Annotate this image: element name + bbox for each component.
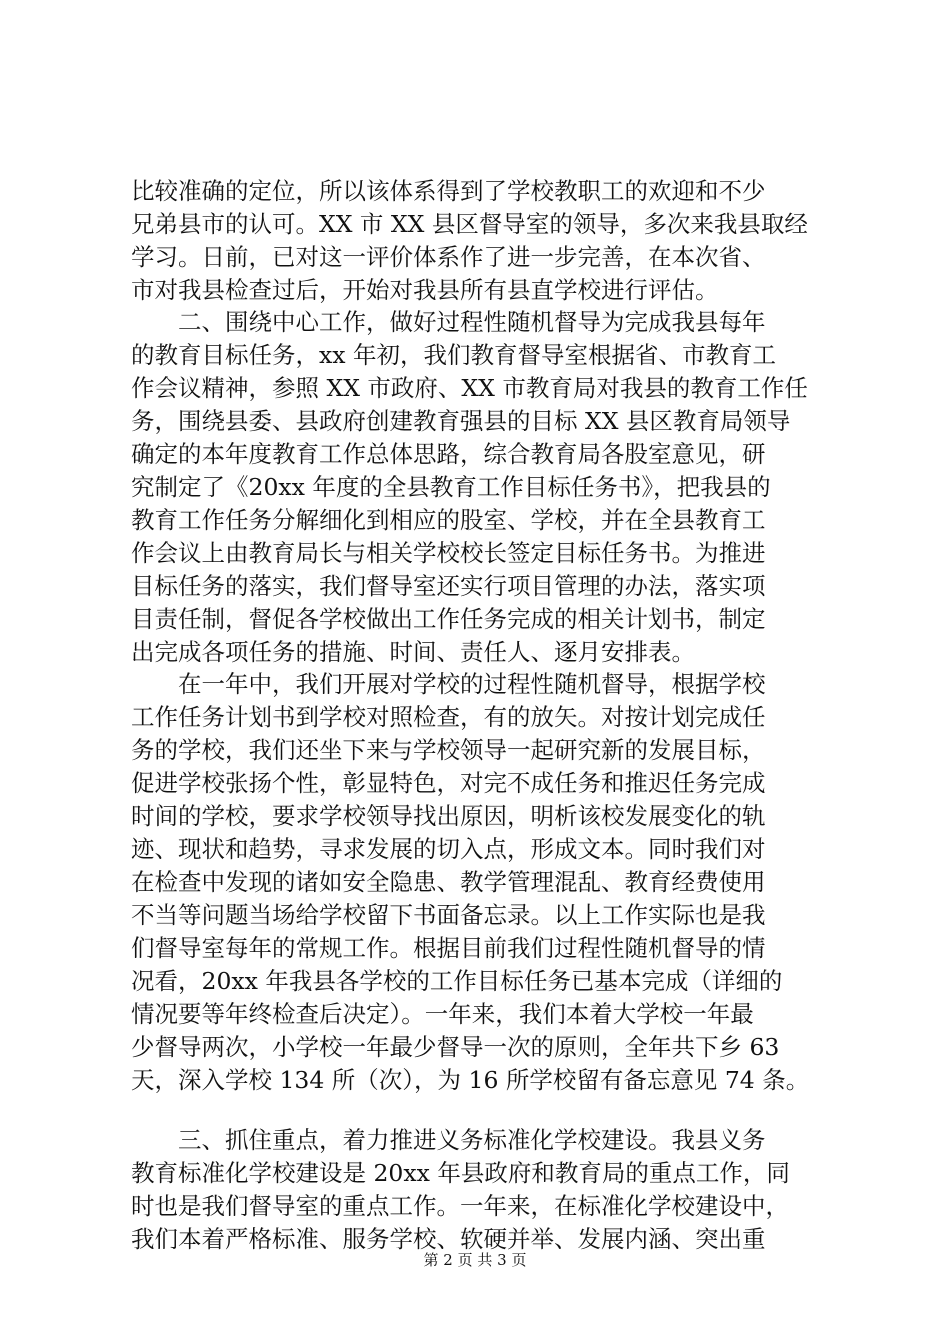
text-line: 究制定了《20xx 年度的全县教育工作目标任务书》，把我县的 (131, 473, 771, 501)
text-line: 情况要等年终检查后决定）。一年来，我们本着大学校一年最 (131, 1000, 754, 1028)
text-line: 的教育目标任务，xx 年初，我们教育督导室根据省、市教育工 (131, 341, 776, 369)
text-line: 我们本着严格标准、服务学校、软硬并举、发展内涵、突出重 (131, 1225, 766, 1253)
section-heading-line: 三、抓住重点，着力推进义务标准化学校建设。我县义务 (178, 1126, 766, 1154)
text-line: 比较准确的定位，所以该体系得到了学校教职工的欢迎和不少 (131, 177, 766, 205)
text-line: 兄弟县市的认可。XX 市 XX 县区督导室的领导，多次来我县取经 (131, 210, 808, 238)
text-line: 时也是我们督导室的重点工作。一年来，在标准化学校建设中， (131, 1192, 789, 1220)
text-line: 迹、现状和趋势，寻求发展的切入点，形成文本。同时我们对 (131, 835, 766, 863)
text-line: 目标任务的落实，我们督导室还实行项目管理的办法，落实项 (131, 572, 766, 600)
section-heading-line: 二、围绕中心工作，做好过程性随机督导为完成我县每年 (178, 308, 766, 336)
text-line: 目责任制，督促各学校做出工作任务完成的相关计划书，制定 (131, 605, 766, 633)
text-line: 教育工作任务分解细化到相应的股室、学校，并在全县教育工 (131, 506, 766, 534)
text-line: 出完成各项任务的措施、时间、责任人、逐月安排表。 (131, 638, 695, 666)
text-line: 学习。日前，已对这一评价体系作了进一步完善，在本次省、 (131, 243, 766, 271)
text-line: 不当等问题当场给学校留下书面备忘录。以上工作实际也是我 (131, 901, 766, 929)
text-line: 教育标准化学校建设是 20xx 年县政府和教育局的重点工作，同 (131, 1159, 790, 1187)
text-line: 市对我县检查过后，开始对我县所有县直学校进行评估。 (131, 276, 719, 304)
text-line: 务，围绕县委、县政府创建教育强县的目标 XX 县区教育局领导 (131, 407, 791, 435)
text-line: 作会议上由教育局长与相关学校校长签定目标任务书。为推进 (131, 539, 766, 567)
page-number-footer: 第 2 页 共 3 页 (423, 1251, 527, 1269)
text-line: 况看，20xx 年我县各学校的工作目标任务已基本完成（详细的 (131, 967, 783, 995)
text-line: 天，深入学校 134 所（次），为 16 所学校留有备忘意见 74 条。 (131, 1066, 810, 1094)
text-line: 促进学校张扬个性，彰显特色，对完不成任务和推迟任务完成 (131, 769, 766, 797)
text-line: 务的学校，我们还坐下来与学校领导一起研究新的发展目标， (131, 736, 766, 764)
text-line: 工作任务计划书到学校对照检查，有的放矢。对按计划完成任 (131, 703, 766, 731)
text-line: 们督导室每年的常规工作。根据目前我们过程性随机督导的情 (131, 934, 766, 962)
text-line: 作会议精神，参照 XX 市政府、XX 市教育局对我县的教育工作任 (131, 374, 808, 402)
text-line: 少督导两次，小学校一年最少督导一次的原则，全年共下乡 63 (131, 1033, 780, 1061)
text-line: 时间的学校，要求学校领导找出原因，明析该校发展变化的轨 (131, 802, 766, 830)
text-line: 确定的本年度教育工作总体思路，综合教育局各股室意见，研 (131, 440, 766, 468)
text-line: 在检查中发现的诸如安全隐患、教学管理混乱、教育经费使用 (131, 868, 766, 896)
paragraph-first-line: 在一年中，我们开展对学校的过程性随机督导，根据学校 (178, 670, 766, 698)
